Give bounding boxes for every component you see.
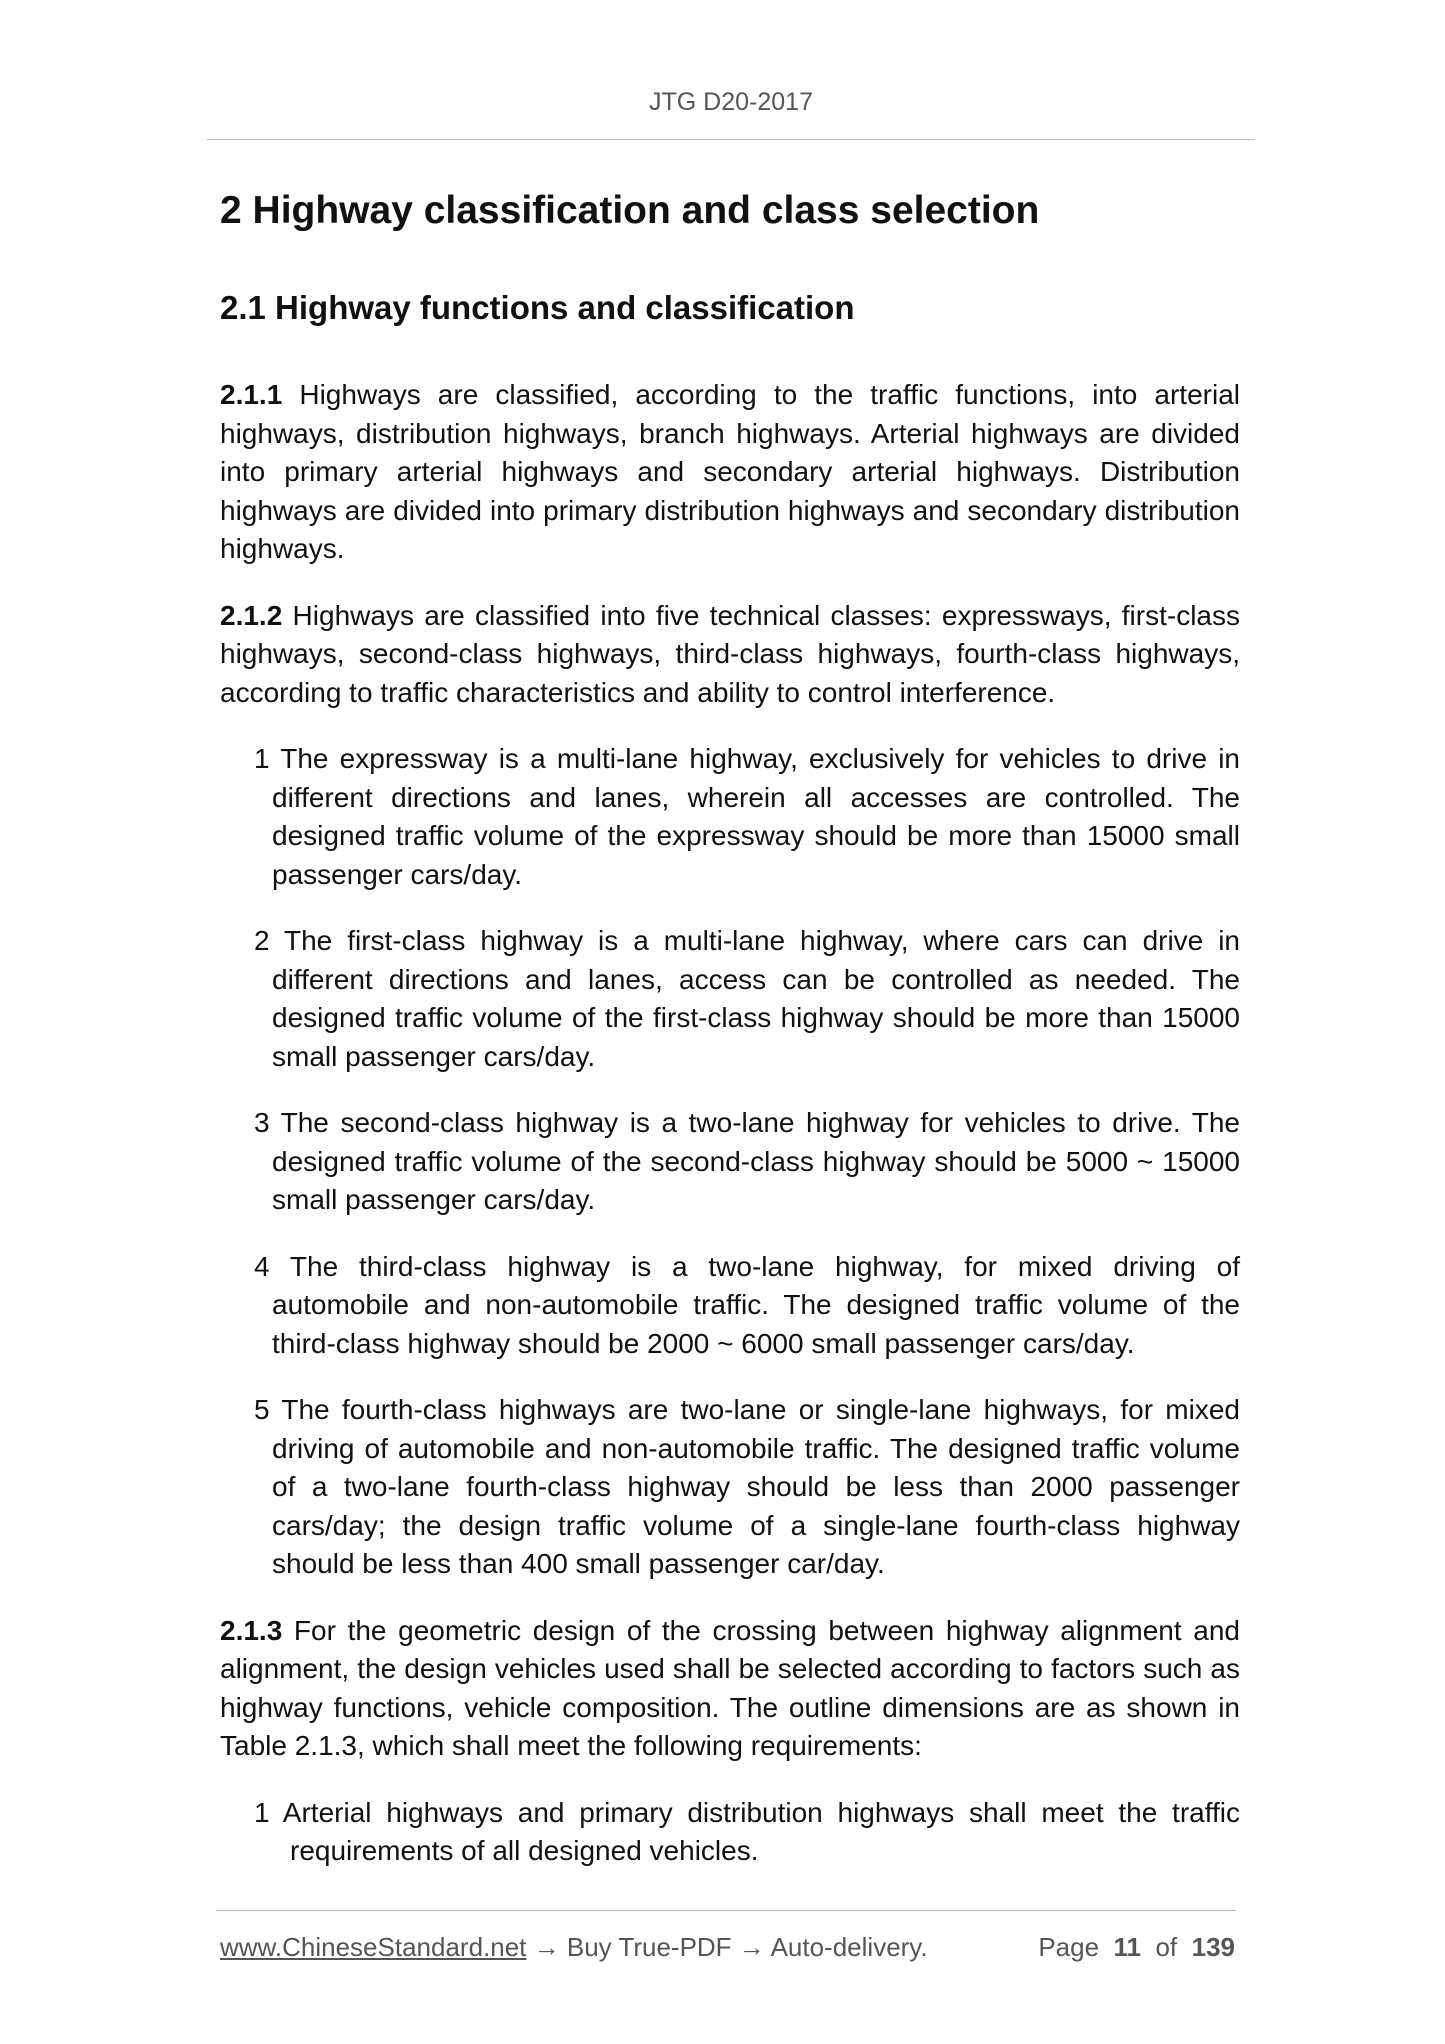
header-divider — [207, 139, 1255, 140]
site-link[interactable]: www.ChineseStandard.net — [220, 1932, 527, 1962]
clause-number: 2.1.1 — [220, 379, 283, 410]
list-item: 3 The second-class highway is a two-lane highway for vehicles to drive. The designed traffic volume of the second-class highway should be 5000 ~ 15000 small passenger cars/day. — [254, 1107, 1240, 1215]
clause-number: 2.1.2 — [220, 599, 283, 631]
page-label: Page — [1038, 1932, 1100, 1962]
section-title: 2.1 Highway functions and classification — [220, 289, 855, 326]
running-header: JTG D20-2017 — [649, 88, 813, 116]
total-pages: 139 — [1191, 1932, 1235, 1962]
clause-text: Highways are classified, according to the traffic functions, into arterial highways, distribution highways, branch highways. Arterial highways are divided into primary arterial highways and secondary arterial highways. Distribution highways are divided into primary distribution highways and secondary distribution highways. — [220, 379, 1240, 564]
clause-2-1-3 — [220, 1612, 1240, 1766]
page-footer — [220, 1932, 1235, 1963]
page-number: 11 — [1113, 1932, 1142, 1962]
page-body — [220, 186, 1240, 1871]
clause-text: For the geometric design of the crossing between highway alignment and alignment, the design vehicles used shall be selected according to factors such as highway functions, vehicle composition. The outline dimensions are as shown in Table 2.1.3, which shall meet the following requirements: — [220, 1614, 1240, 1761]
promo-text: → Buy True-PDF → Auto-delivery. — [526, 1932, 928, 1962]
clause-text: Highways are classified into five technical classes: expressways, first-class highways, second-class highways, third-class highways, fourth-class highways, according to traffic characteristics and ability to control interference. — [220, 599, 1240, 708]
of-label: of — [1155, 1932, 1178, 1962]
list-item: 1 Arterial highways and primary distribution highways shall meet the traffic requirements of all designed vehicles. — [254, 1796, 1240, 1866]
list-item: 1 The expressway is a multi-lane highway, exclusively for vehicles to drive in different directions and lanes, wherein all accesses are controlled. The designed traffic volume of the expressway should be more than 15000 small passenger cars/day. — [254, 743, 1240, 890]
chapter-title: 2 Highway classification and class selection — [220, 189, 1040, 232]
list-item: 4 The third-class highway is a two-lane highway, for mixed driving of automobile and non-automobile traffic. The designed traffic volume of the third-class highway should be 2000 ~ 6000 small passenger cars/day. — [254, 1250, 1240, 1359]
clause-number: 2.1.3 — [220, 1614, 283, 1646]
footer-divider — [216, 1910, 1236, 1911]
list-item: 2 The first-class highway is a multi-lane highway, where cars can drive in different directions and lanes, access can be controlled as needed. The designed traffic volume of the first-class highway should be more than 15000 small passenger cars/day. — [254, 925, 1240, 1072]
clause-2-1-1 — [220, 376, 1240, 569]
clause-2-1-2 — [220, 597, 1240, 713]
page-indicator — [1038, 1932, 1235, 1963]
list-item: 5 The fourth-class highways are two-lane or single-lane highways, for mixed driving of automobile and non-automobile traffic. The designed traffic volume of a two-lane fourth-class highway should be less than 2000 passenger cars/day; the design traffic volume of a single-lane fourth-class highway should be less than 400 small passenger car/day. — [254, 1394, 1240, 1579]
